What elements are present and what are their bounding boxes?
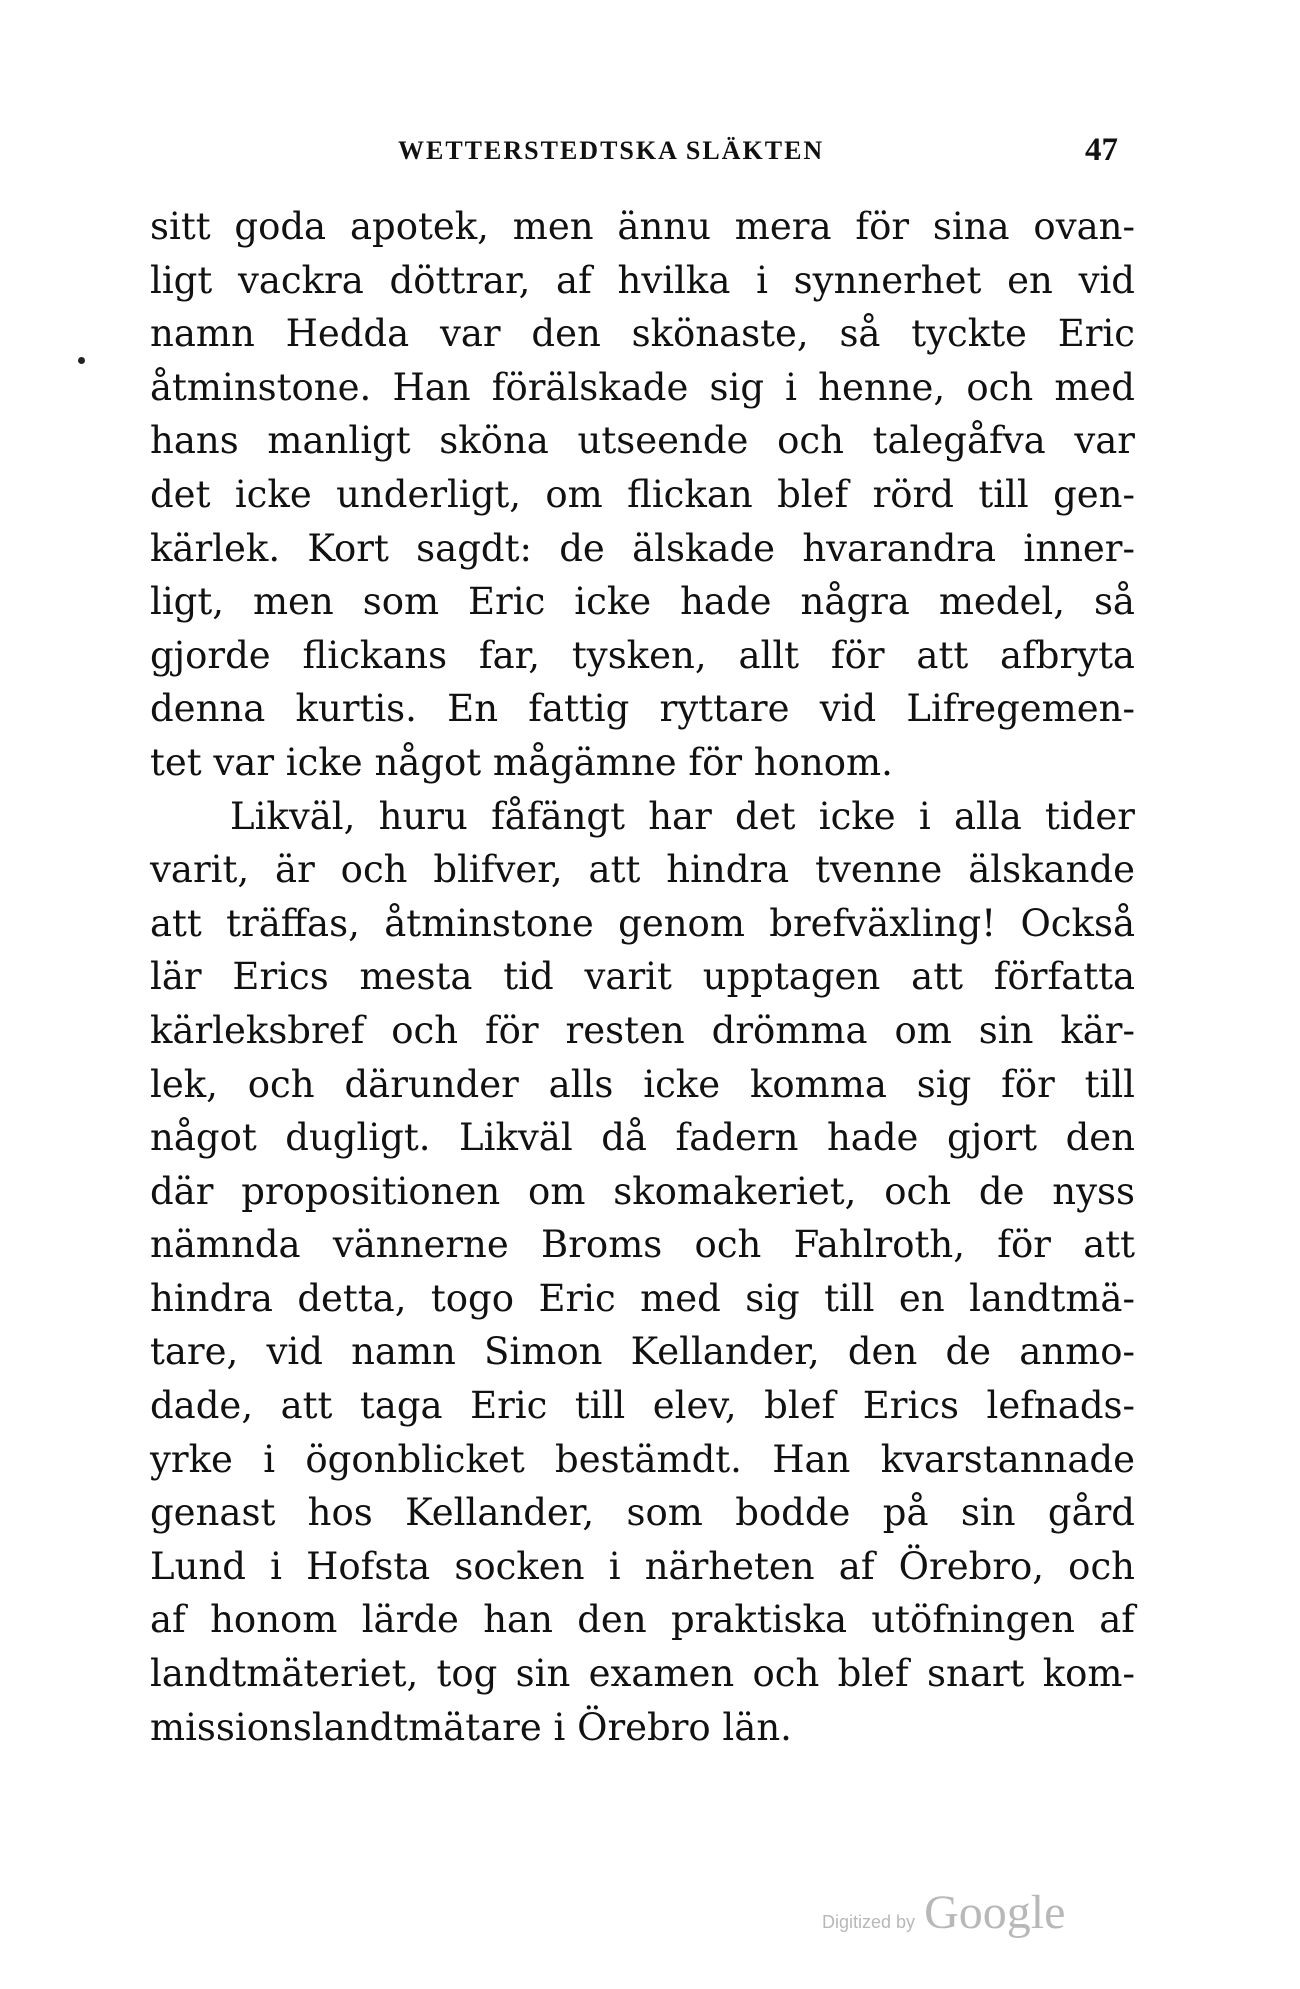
text-line: tare, vid namn Simon Kellander, den de anmo- (150, 1330, 1135, 1374)
text-line: missionslandtmätare i Örebro län. (150, 1705, 792, 1749)
text-line: Lund i Hofsta socken i närheten af Örebro, och (150, 1544, 1135, 1588)
text-line: att träffas, åtminstone genom brefväxling! Också (150, 901, 1135, 945)
text-line: lär Erics mesta tid varit upptagen att författa (150, 955, 1135, 999)
text-line: lek, och därunder alls icke komma sig för till (150, 1062, 1135, 1106)
text-line: kärleksbref och för resten drömma om sin kär- (150, 1008, 1135, 1052)
running-head (150, 132, 1140, 176)
text-line: denna kurtis. En fattig ryttare vid Lifregemen- (150, 687, 1135, 731)
text-line: dade, att taga Eric till elev, blef Erics lefnads- (150, 1384, 1135, 1428)
text-line: hindra detta, togo Eric med sig till en landtmä- (150, 1276, 1135, 1320)
text-line: nämnda vännerne Broms och Fahlroth, för att (150, 1223, 1135, 1267)
paragraph-2 (150, 790, 1135, 1755)
text-line: det icke underligt, om flickan blef rörd till gen- (150, 472, 1135, 516)
text-line: tet var icke något mågämne för honom. (150, 740, 893, 784)
text-line: varit, är och blifver, att hindra tvenne älskande (150, 848, 1135, 892)
text-line: ligt vackra döttrar, af hvilka i synnerhet en vid (150, 258, 1135, 302)
running-title: WETTERSTEDTSKA SLÄKTEN (398, 136, 825, 165)
text-line: sitt goda apotek, men ännu mera för sina ovan- (150, 205, 1135, 248)
watermark-prefix: Digitized by (822, 1912, 916, 1932)
text-line: kärlek. Kort sagdt: de älskade hvarandra inner- (150, 526, 1135, 570)
text-line: ligt, men som Eric icke hade några medel, så (150, 580, 1135, 624)
text-line: namn Hedda var den skönaste, så tyckte Eric (150, 312, 1135, 356)
text-line: Likväl, huru fåfängt har det icke i alla tider (230, 794, 1135, 838)
text-line: åtminstone. Han förälskade sig i henne, och med (150, 365, 1135, 409)
text-line: där propositionen om skomakeriet, och de nyss (150, 1169, 1135, 1213)
body-text (150, 200, 1135, 1754)
google-logo: Google (924, 1886, 1066, 1939)
text-line: något dugligt. Likväl då fadern hade gjort den (150, 1116, 1135, 1160)
text-line: yrke i ögonblicket bestämdt. Han kvarstannade (150, 1437, 1135, 1481)
stray-ink-dot (78, 357, 85, 364)
digitized-by-watermark (822, 1885, 1065, 1940)
text-line: genast hos Kellander, som bodde på sin gård (150, 1491, 1135, 1535)
text-line: af honom lärde han den praktiska utöfningen af (150, 1598, 1135, 1642)
page-number: 47 (1085, 132, 1118, 168)
text-line: hans manligt sköna utseende och talegåfva var (150, 419, 1135, 463)
text-line: landtmäteriet, tog sin examen och blef snart kom- (150, 1652, 1135, 1696)
text-line: gjorde flickans far, tysken, allt för att afbryta (150, 633, 1135, 677)
paragraph-1 (150, 200, 1135, 790)
